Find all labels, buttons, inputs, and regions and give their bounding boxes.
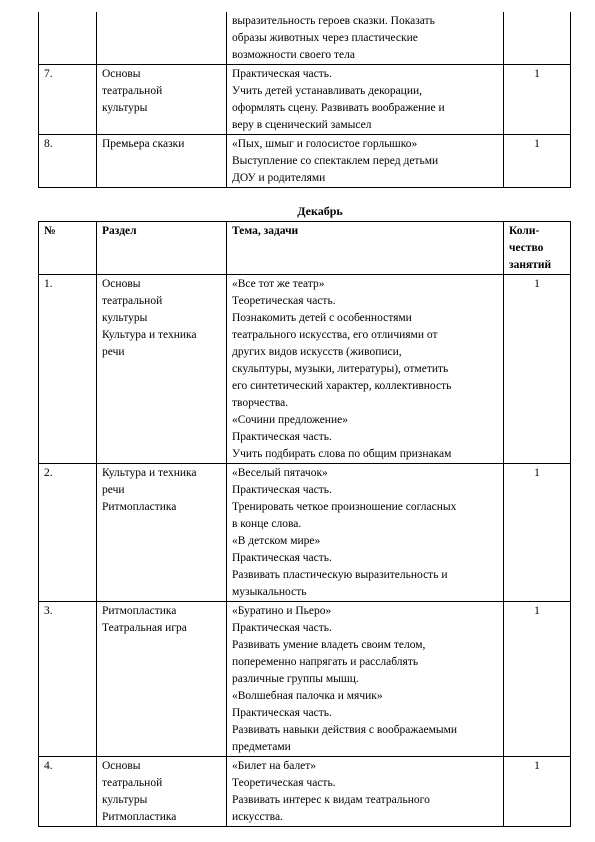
month-title: Декабрь xyxy=(297,204,343,218)
section-line: культуры xyxy=(102,794,148,806)
cell-qty: 1 xyxy=(504,135,571,188)
cell-section xyxy=(97,757,227,827)
cell-qty: 1 xyxy=(504,757,571,827)
section-line: Ритмопластика xyxy=(102,605,177,617)
theme-line: образы животных через пластические xyxy=(232,32,418,44)
cell-num: 4. xyxy=(39,757,97,827)
section-line: Основы xyxy=(102,278,141,290)
cell-num: 8. xyxy=(39,135,97,188)
theme-line: искусства. xyxy=(232,811,283,823)
theme-line: творчества. xyxy=(232,397,289,409)
theme-line: Практическая часть. xyxy=(232,431,332,443)
cell-qty: 1 xyxy=(504,65,571,135)
theme-line: «Волшебная палочка и мячик» xyxy=(232,690,383,702)
theme-line: Практическая часть. xyxy=(232,552,332,564)
theme-line: Практическая часть. xyxy=(232,707,332,719)
section-line: Культура и техника xyxy=(102,467,197,479)
theme-line: оформлять сцену. Развивать воображение и xyxy=(232,102,445,114)
theme-line: возможности своего тела xyxy=(232,49,355,61)
table-december xyxy=(38,221,571,827)
theme-line: Практическая часть. xyxy=(232,68,332,80)
cell-qty: 1 xyxy=(504,464,571,602)
theme-line: театрального искусства, его отличиями от xyxy=(232,329,438,341)
section-line: речи xyxy=(102,346,125,358)
theme-line: выразительность героев сказки. Показать xyxy=(232,15,435,27)
theme-line: веру в сценический замысел xyxy=(232,119,372,131)
cell-num: 3. xyxy=(39,602,97,757)
cell-theme xyxy=(227,135,504,188)
header-section: Раздел xyxy=(97,222,227,275)
cell-section xyxy=(97,12,227,65)
theme-line: «Пых, шмыг и голосистое горлышко» xyxy=(232,138,418,150)
theme-line: Развивать умение владеть своим телом, xyxy=(232,639,426,651)
theme-line: его синтетический характер, коллективность xyxy=(232,380,452,392)
table-row xyxy=(39,602,571,757)
cell-theme xyxy=(227,757,504,827)
theme-line: Тренировать четкое произношение согласных xyxy=(232,501,457,513)
section-line: культуры xyxy=(102,312,148,324)
theme-line: Выступление со спектаклем перед детьми xyxy=(232,155,439,167)
theme-line: скульптуры, музыки, литературы), отметить xyxy=(232,363,449,375)
cell-num: 7. xyxy=(39,65,97,135)
theme-line: Познакомить детей с особенностями xyxy=(232,312,412,324)
theme-line: Теоретическая часть. xyxy=(232,295,336,307)
table-header-row xyxy=(39,222,571,275)
section-line: театральной xyxy=(102,295,163,307)
cell-theme xyxy=(227,464,504,602)
section-line: Ритмопластика xyxy=(102,811,177,823)
cell-num: 1. xyxy=(39,275,97,464)
header-num: № xyxy=(39,222,97,275)
theme-line: «Билет на балет» xyxy=(232,760,317,772)
cell-section xyxy=(97,275,227,464)
theme-line: Развивать пластическую выразительность и xyxy=(232,569,448,581)
theme-line: Развивать навыки действия с воображаемыми xyxy=(232,724,458,736)
theme-line: Практическая часть. xyxy=(232,622,332,634)
theme-line: «Веселый пятачок» xyxy=(232,467,328,479)
theme-line: «Все тот же театр» xyxy=(232,278,325,290)
theme-line: попеременно напрягать и расслаблять xyxy=(232,656,419,668)
section-line: Основы xyxy=(102,760,141,772)
theme-line: музыкальность xyxy=(232,586,307,598)
cell-section xyxy=(97,135,227,188)
theme-line: «Сочини предложение» xyxy=(232,414,348,426)
header-qty-line: занятий xyxy=(509,259,552,271)
table-november-end xyxy=(38,12,571,188)
table-row xyxy=(39,135,571,188)
section-line: культуры xyxy=(102,102,148,114)
theme-line: Учить подбирать слова по общим признакам xyxy=(232,448,452,460)
cell-section xyxy=(97,65,227,135)
header-theme: Тема, задачи xyxy=(227,222,504,275)
section-line: Премьера сказки xyxy=(102,138,185,150)
theme-line: других видов искусств (живописи, xyxy=(232,346,402,358)
section-line: речи xyxy=(102,484,125,496)
theme-line: Теоретическая часть. xyxy=(232,777,336,789)
theme-line: «В детском мире» xyxy=(232,535,321,547)
section-line: Ритмопластика xyxy=(102,501,177,513)
theme-line: различные группы мышц. xyxy=(232,673,359,685)
table-row xyxy=(39,275,571,464)
section-line: театральной xyxy=(102,85,163,97)
theme-line: «Буратино и Пьеро» xyxy=(232,605,332,617)
theme-line: в конце слова. xyxy=(232,518,302,530)
cell-theme xyxy=(227,602,504,757)
theme-line: ДОУ и родителями xyxy=(232,172,326,184)
theme-line: Учить детей устанавливать декорации, xyxy=(232,85,423,97)
cell-num xyxy=(39,12,97,65)
section-line: Театральная игра xyxy=(102,622,187,634)
cell-num: 2. xyxy=(39,464,97,602)
table-row xyxy=(39,757,571,827)
section-line: Основы xyxy=(102,68,141,80)
header-qty-line: чество xyxy=(509,242,544,254)
cell-theme xyxy=(227,65,504,135)
cell-qty: 1 xyxy=(504,275,571,464)
table-row xyxy=(39,464,571,602)
theme-line: Практическая часть. xyxy=(232,484,332,496)
header-qty-line: Коли- xyxy=(509,225,540,237)
cell-qty xyxy=(504,12,571,65)
header-qty xyxy=(504,222,571,275)
cell-theme xyxy=(227,275,504,464)
section-line: театральной xyxy=(102,777,163,789)
table-row xyxy=(39,65,571,135)
table-row xyxy=(39,12,571,65)
cell-theme xyxy=(227,12,504,65)
theme-line: предметами xyxy=(232,741,291,753)
theme-line: Развивать интерес к видам театрального xyxy=(232,794,430,806)
cell-qty: 1 xyxy=(504,602,571,757)
section-line: Культура и техника xyxy=(102,329,197,341)
cell-section xyxy=(97,464,227,602)
cell-section xyxy=(97,602,227,757)
